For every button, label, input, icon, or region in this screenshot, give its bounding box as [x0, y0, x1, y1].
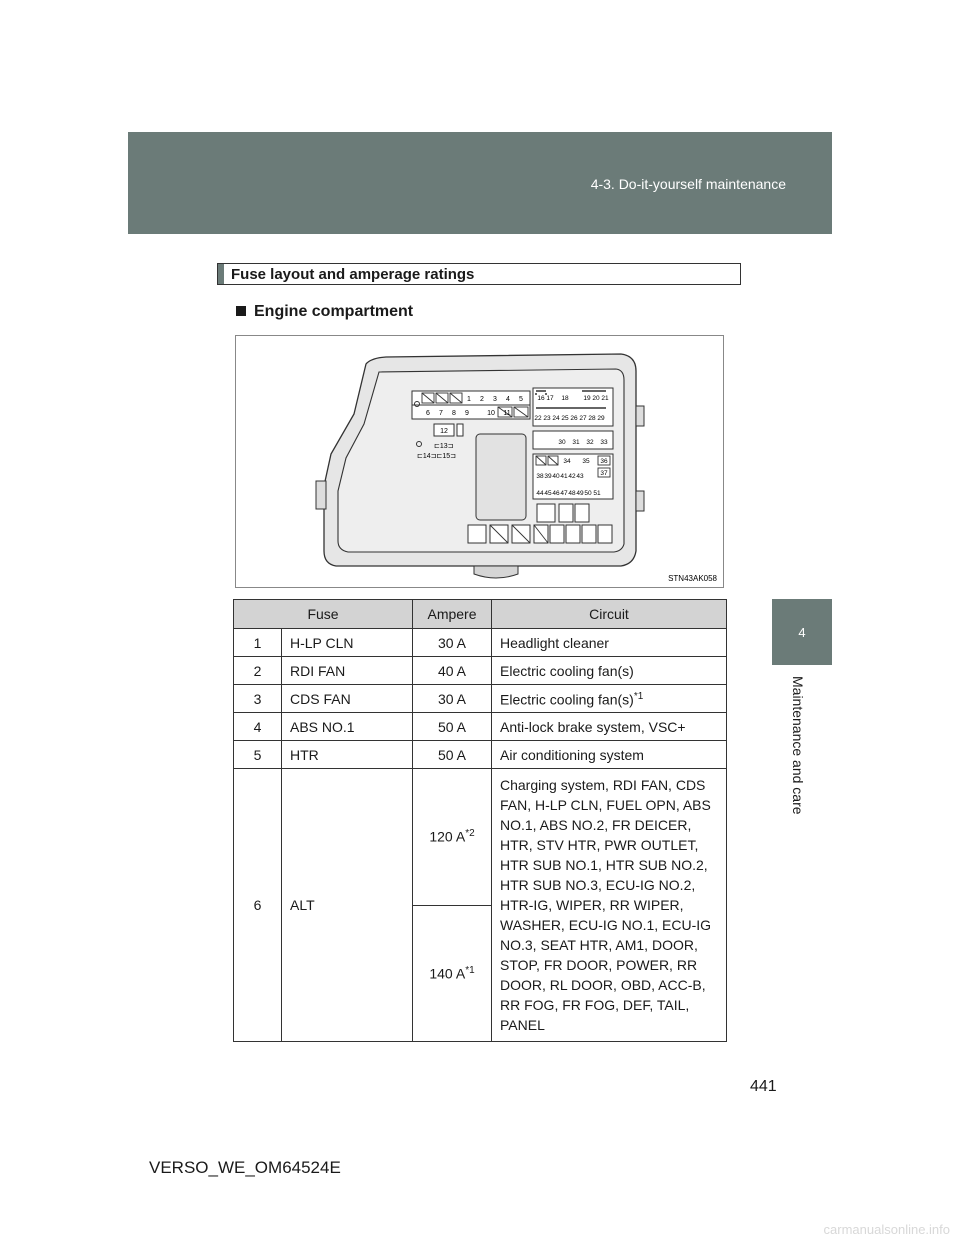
- fuse-circuit: Electric cooling fan(s): [500, 691, 634, 708]
- section-heading-text: Fuse layout and amperage ratings: [231, 266, 475, 283]
- table-row: [234, 741, 727, 769]
- table-row: [234, 769, 727, 906]
- fuse-label: 26: [570, 415, 578, 422]
- fuse-label: 19: [583, 395, 591, 402]
- fuse-label: 7: [439, 410, 443, 417]
- fuse-ampere-cell: [413, 769, 492, 906]
- section-title: 4-3. Do-it-yourself maintenance: [590, 176, 786, 192]
- fuse-label: 1: [467, 396, 471, 403]
- table-row: [234, 657, 727, 685]
- fuse-label: 18: [561, 395, 569, 402]
- fuse-label: 3: [493, 396, 497, 403]
- fuse-circuit: Anti-lock brake system, VSC+: [492, 713, 727, 741]
- document-code: VERSO_WE_OM64524E: [149, 1158, 341, 1177]
- fuse-label: 47: [560, 490, 568, 497]
- fuse-label: 10: [487, 410, 495, 417]
- fuse-label: 40: [552, 473, 560, 480]
- fuse-label: 50: [584, 490, 592, 497]
- fuse-label: 43: [576, 473, 584, 480]
- fuse-label: 48: [568, 490, 576, 497]
- fuse-label: 36: [600, 458, 608, 465]
- fuse-label: 8: [452, 410, 456, 417]
- fuse-name: RDI FAN: [282, 657, 413, 685]
- watermark: carmanualsonline.info: [823, 1222, 950, 1237]
- fuse-label: 51: [593, 490, 601, 497]
- fuse-circuit: Charging system, RDI FAN, CDS FAN, H-LP CLN, FUEL OPN, ABS NO.1, ABS NO.2, FR DEICER, HTR, STV HTR, PWR OUTLET, HTR SUB NO.1, HTR SUB NO.2, HTR SUB NO.3, ECU-IG NO.2, HTR-IG, WIPER, RR WIPER, WASHER, ECU-IG NO.1, ECU-IG NO.3, SEAT HTR, AM1, DOOR, STOP, FR DOOR, POWER, RR DOOR, RL DOOR, OBD, ACC-B, RR FOG, FR FOG, DEF, TAIL, PANEL: [492, 769, 727, 1042]
- fuse-label: 45: [544, 490, 552, 497]
- subheading: [236, 303, 413, 321]
- fuse-number: 5: [234, 741, 282, 769]
- fuse-label: 16: [537, 395, 545, 402]
- fuse-ampere: 30 A: [413, 629, 492, 657]
- square-bullet-icon: [236, 306, 246, 316]
- fuse-circuit: Air conditioning system: [492, 741, 727, 769]
- fuse-label: 20: [592, 395, 600, 402]
- fuse-label: 24: [552, 415, 560, 422]
- fuse-number: 6: [234, 769, 282, 1042]
- fuse-name: ALT: [282, 769, 413, 1042]
- table-row: [234, 685, 727, 713]
- fuse-label: 35: [582, 458, 590, 465]
- fuse-label: 42: [568, 473, 576, 480]
- fuse-label: ⊏13⊐: [434, 443, 454, 450]
- page-number: 441: [750, 1078, 777, 1095]
- fuse-label: 4: [506, 396, 510, 403]
- fuse-label: 21: [601, 395, 609, 402]
- fuse-number: 4: [234, 713, 282, 741]
- chapter-tab: [772, 599, 832, 665]
- fuse-name: ABS NO.1: [282, 713, 413, 741]
- fuse-label: 25: [561, 415, 569, 422]
- fuse-ampere: 50 A: [413, 741, 492, 769]
- fuse-circuit-cell: [492, 685, 727, 713]
- fuse-name: HTR: [282, 741, 413, 769]
- section-heading-mark: [218, 264, 224, 284]
- fuse-label: 39: [544, 473, 552, 480]
- fuse-label: 27: [579, 415, 587, 422]
- fuse-label: 32: [586, 439, 594, 446]
- fuse-label: 23: [543, 415, 551, 422]
- fuse-label: 34: [563, 458, 571, 465]
- fuse-number: 1: [234, 629, 282, 657]
- fuse-label: 22: [534, 415, 542, 422]
- footnote-mark: *1: [633, 691, 644, 703]
- fuse-name: H-LP CLN: [282, 629, 413, 657]
- fuse-label: 11: [503, 410, 511, 417]
- fuse-name: CDS FAN: [282, 685, 413, 713]
- fuse-label: 6: [426, 410, 430, 417]
- fuse-label: 17: [546, 395, 554, 402]
- fuse-label: 38: [536, 473, 544, 480]
- fuse-label: 5: [519, 396, 523, 403]
- fuse-box-diagram: [236, 336, 723, 587]
- subheading-text: Engine compartment: [254, 303, 414, 320]
- fuse-label: 49: [576, 490, 584, 497]
- fuse-label: 29: [597, 415, 605, 422]
- fuse-label: 31: [572, 439, 580, 446]
- fuse-circuit: Electric cooling fan(s): [492, 657, 727, 685]
- fuse-number: 2: [234, 657, 282, 685]
- footnote-mark: *1: [465, 964, 475, 976]
- fuse-label: 9: [465, 410, 469, 417]
- fuse-label: 12: [440, 428, 448, 435]
- fuse-box-illustration: [235, 335, 724, 588]
- table-row: [234, 713, 727, 741]
- fuse-number: 3: [234, 685, 282, 713]
- figure-code: STN43AK058: [668, 574, 717, 583]
- fuse-label: 2: [480, 396, 484, 403]
- fuse-circuit: Headlight cleaner: [492, 629, 727, 657]
- fuse-label: ⊏14⊐⊏15⊐: [417, 453, 457, 460]
- fuse-label: 30: [558, 439, 566, 446]
- section-heading: [217, 263, 741, 285]
- fuse-ampere: 50 A: [413, 713, 492, 741]
- fuse-table: [233, 599, 727, 1042]
- header-band: [128, 132, 832, 234]
- fuse-ampere: 40 A: [413, 657, 492, 685]
- fuse-label: 41: [560, 473, 568, 480]
- fuse-ampere: 140 A: [429, 965, 466, 982]
- column-header-fuse: Fuse: [234, 600, 413, 629]
- fuse-label: 44: [536, 490, 544, 497]
- fuse-label: 37: [600, 470, 608, 477]
- fuse-ampere-cell: [413, 905, 492, 1042]
- chapter-number: 4: [798, 624, 806, 640]
- column-header-ampere: Ampere: [413, 600, 492, 629]
- table-row: [234, 629, 727, 657]
- footnote-mark: *2: [465, 828, 475, 840]
- fuse-label: 33: [600, 439, 608, 446]
- fuse-label: 28: [588, 415, 596, 422]
- fuse-label: 46: [552, 490, 560, 497]
- fuse-ampere: 120 A: [429, 829, 466, 846]
- table-header-row: [234, 600, 727, 629]
- chapter-label: Maintenance and care: [790, 676, 806, 815]
- column-header-circuit: Circuit: [492, 600, 727, 629]
- fuse-ampere: 30 A: [413, 685, 492, 713]
